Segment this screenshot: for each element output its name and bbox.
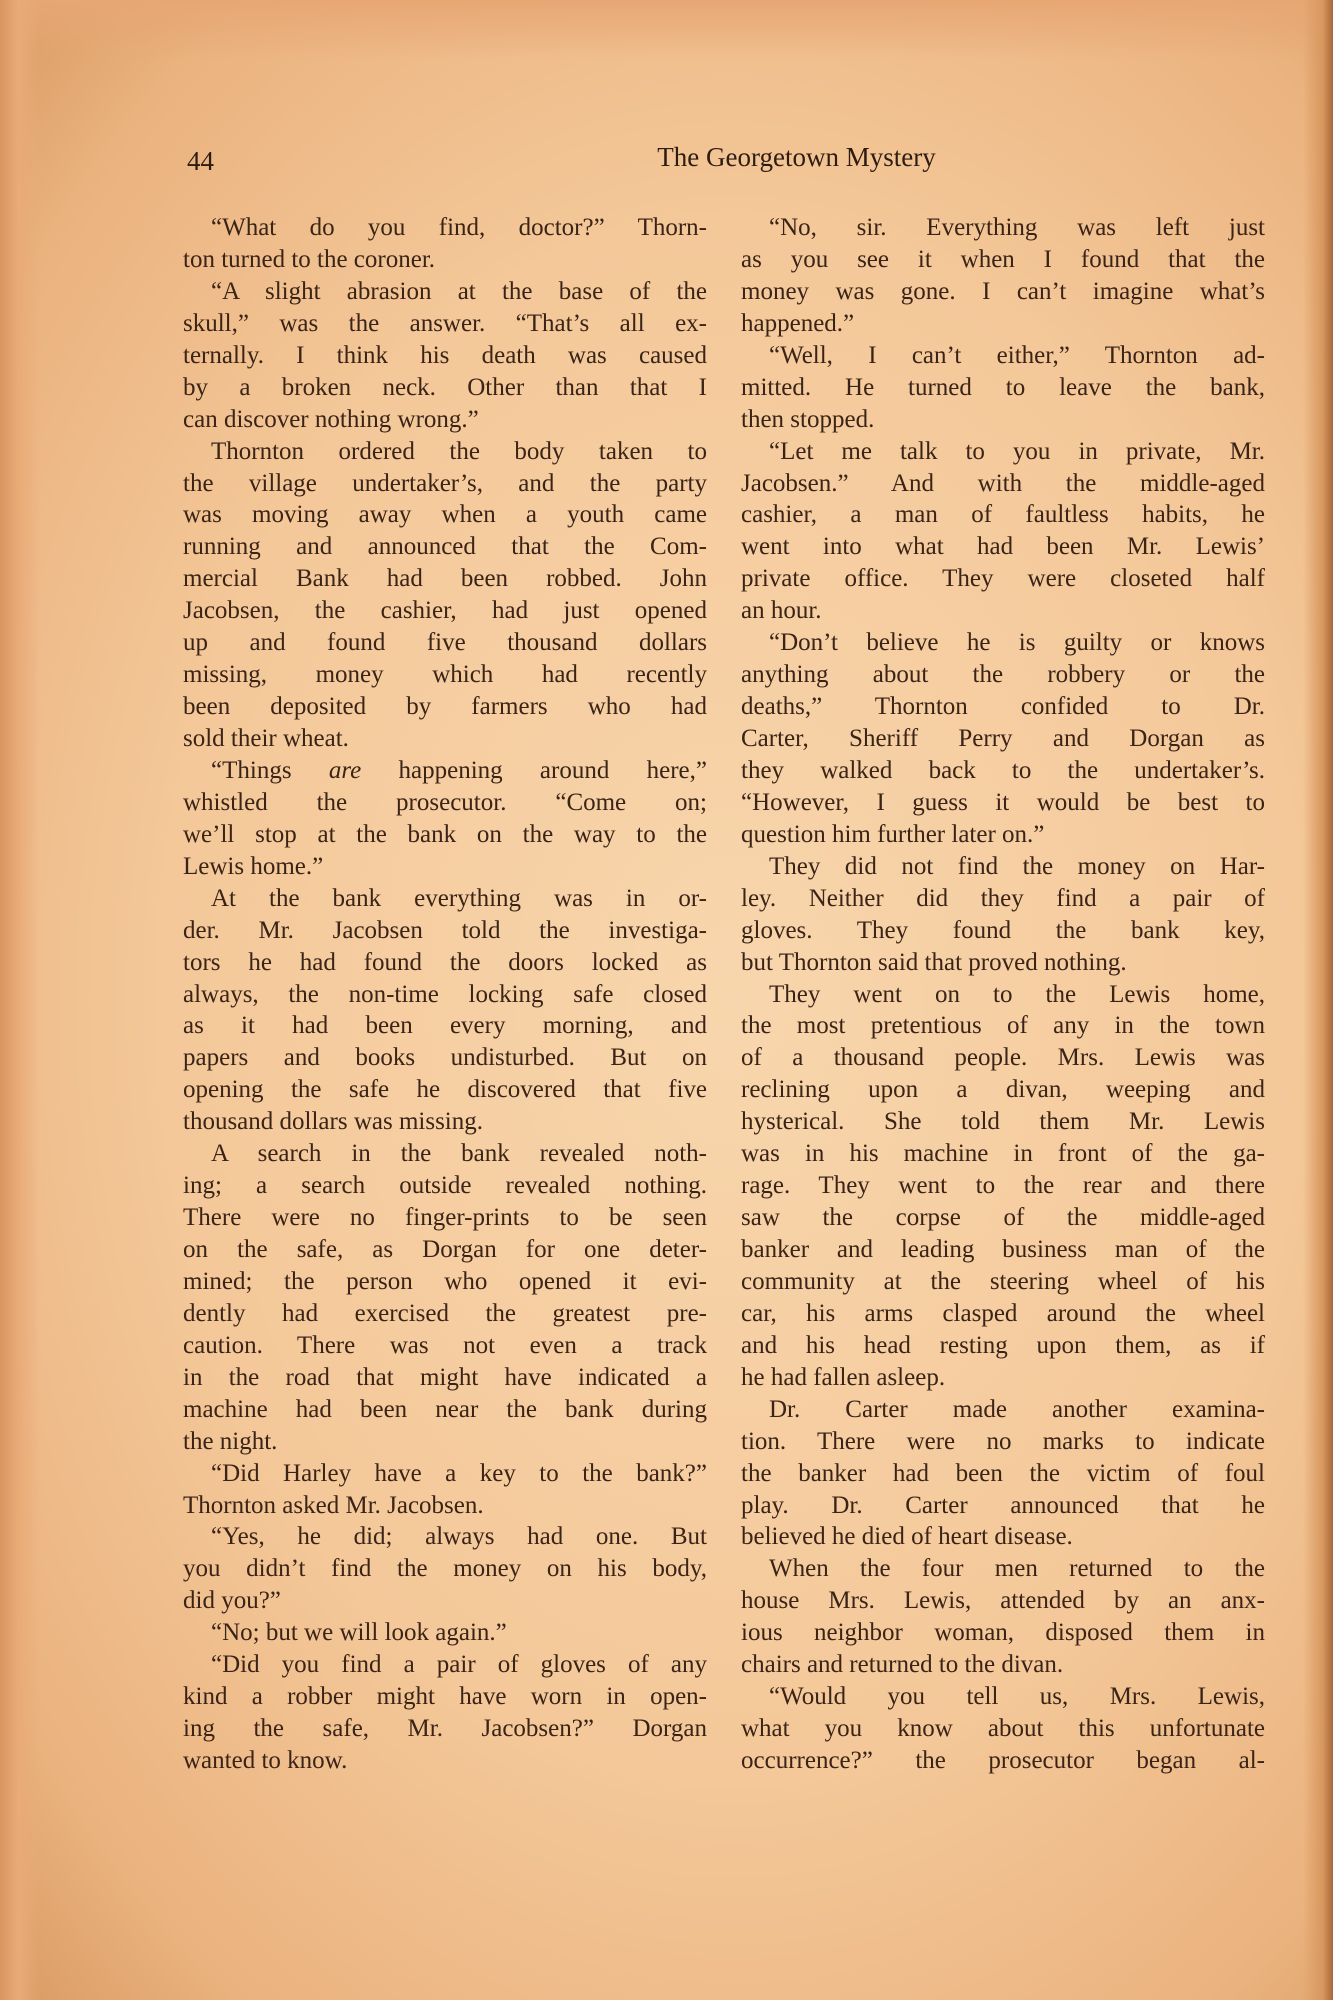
text-line: “What do you find, doctor?” Thorn- <box>211 214 707 241</box>
text-line: They went on to the Lewis home, <box>769 980 1265 1008</box>
text-line: what you know about this unfortunate <box>741 1715 1265 1743</box>
text-line: “Don’t believe he is guilty or knows <box>769 629 1265 657</box>
text-run: happening around here,” <box>361 756 707 784</box>
text-line: opening the safe he discovered that five <box>183 1076 707 1104</box>
text-line: “Yes, he did; always had one. But <box>211 1523 707 1551</box>
page-header <box>183 142 1265 182</box>
text-line: dently had exercised the greatest pre- <box>183 1299 707 1327</box>
text-line: ing the safe, Mr. Jacobsen?” Dorgan <box>183 1715 707 1743</box>
text-line: car, his arms clasped around the wheel <box>741 1299 1265 1327</box>
text-line: skull,” was the answer. “That’s all ex- <box>183 309 707 337</box>
text-line: Jacobsen.” And with the middle-aged <box>741 469 1265 497</box>
text-line: There were no finger-prints to be seen <box>183 1204 707 1232</box>
text-line: saw the corpse of the middle-aged <box>741 1204 1265 1232</box>
text-line: gloves. They found the bank key, <box>741 916 1265 944</box>
text-line: the night. <box>183 1427 278 1455</box>
text-line: running and announced that the Com- <box>183 533 707 561</box>
text-line: the banker had been the victim of foul <box>741 1459 1265 1487</box>
text-line: der. Mr. Jacobsen told the investiga- <box>183 916 707 944</box>
text-line: papers and books undisturbed. But on <box>183 1044 707 1072</box>
text-line: an hour. <box>741 597 822 625</box>
paper-right-edge <box>1303 0 1333 2000</box>
text-line: ley. Neither did they find a pair of <box>741 884 1265 912</box>
text-column-right <box>741 212 1265 1777</box>
text-line <box>183 755 707 787</box>
text-line: happened.” <box>741 309 855 337</box>
text-line: A search in the bank revealed noth- <box>211 1140 707 1168</box>
text-line: community at the steering wheel of his <box>741 1267 1265 1295</box>
text-line: anything about the robbery or the <box>741 661 1265 689</box>
text-line: banker and leading business man of the <box>741 1236 1265 1263</box>
text-line: cashier, a man of faultless habits, he <box>741 501 1265 529</box>
text-line: Thornton ordered the body taken to <box>211 437 707 465</box>
text-line: Dr. Carter made another examina- <box>769 1395 1265 1423</box>
text-line: private office. They were closeted half <box>741 565 1265 593</box>
text-line: When the four men returned to the <box>769 1555 1265 1583</box>
text-line: “However, I guess it would be best to <box>741 788 1265 816</box>
text-line: “A slight abrasion at the base of the <box>211 277 707 305</box>
text-line: tors he had found the doors locked as <box>183 948 707 976</box>
text-line: “Did you find a pair of gloves of any <box>211 1651 707 1679</box>
text-line: did you?” <box>183 1587 281 1615</box>
text-line: then stopped. <box>741 405 875 433</box>
text-line: Thornton asked Mr. Jacobsen. <box>183 1491 484 1519</box>
text-line: caution. There was not even a track <box>183 1331 707 1359</box>
text-line: went into what had been Mr. Lewis’ <box>741 533 1265 561</box>
text-line: sold their wheat. <box>183 725 349 752</box>
text-line: can discover nothing wrong.” <box>183 405 479 433</box>
text-line: the village undertaker’s, and the party <box>183 469 707 497</box>
text-line: “Well, I can’t either,” Thornton ad- <box>769 341 1265 369</box>
text-line: question him further later on.” <box>741 820 1045 848</box>
text-line: “No; but we will look again.” <box>211 1619 507 1647</box>
page-number: 44 <box>187 146 214 176</box>
text-line: ing; a search outside revealed nothing. <box>183 1172 707 1200</box>
text-line: “No, sir. Everything was left just <box>769 214 1265 241</box>
text-line: was moving away when a youth came <box>183 501 707 529</box>
text-line: you didn’t find the money on his body, <box>183 1555 707 1583</box>
text-line: money was gone. I can’t imagine what’s <box>741 277 1265 305</box>
text-line: was in his machine in front of the ga- <box>741 1140 1265 1168</box>
text-line: of a thousand people. Mrs. Lewis was <box>741 1044 1265 1072</box>
text-line: Jacobsen, the cashier, had just opened <box>183 597 707 625</box>
running-title: The Georgetown Mystery <box>657 142 936 172</box>
text-line: mitted. He turned to leave the bank, <box>741 373 1265 401</box>
text-line: deaths,” Thornton confided to Dr. <box>741 693 1265 721</box>
text-line: hysterical. She told them Mr. Lewis <box>741 1108 1265 1136</box>
text-line: machine had been near the bank during <box>183 1395 707 1423</box>
text-line: whistled the prosecutor. “Come on; <box>183 788 707 816</box>
text-run: “Things <box>211 756 329 784</box>
text-line: and his head resting upon them, as if <box>741 1331 1265 1359</box>
text-line: reclining upon a divan, weeping and <box>741 1076 1265 1104</box>
text-line: he had fallen asleep. <box>741 1363 946 1391</box>
text-line: on the safe, as Dorgan for one deter- <box>183 1236 707 1263</box>
text-line: wanted to know. <box>183 1747 348 1774</box>
text-line: by a broken neck. Other than that I <box>183 373 707 401</box>
text-line: believed he died of heart disease. <box>741 1523 1073 1551</box>
text-line: the most pretentious of any in the town <box>741 1012 1265 1040</box>
text-line: house Mrs. Lewis, attended by an anx- <box>741 1587 1265 1615</box>
text-line: play. Dr. Carter announced that he <box>741 1491 1265 1519</box>
text-line: always, the non-time locking safe closed <box>183 980 707 1008</box>
text-line: as you see it when I found that the <box>741 245 1265 273</box>
text-line: occurrence?” the prosecutor began al- <box>741 1747 1265 1774</box>
text-line: ternally. I think his death was caused <box>183 341 707 369</box>
text-line: kind a robber might have worn in open- <box>183 1683 707 1711</box>
text-line: ious neighbor woman, disposed them in <box>741 1619 1265 1647</box>
text-line: mercial Bank had been robbed. John <box>183 565 707 593</box>
text-line: ton turned to the coroner. <box>183 245 436 273</box>
text-line: up and found five thousand dollars <box>183 629 707 657</box>
text-line: missing, money which had recently <box>183 661 707 689</box>
text-line: as it had been every morning, and <box>183 1012 707 1040</box>
text-column-left <box>183 212 707 1777</box>
text-line: At the bank everything was in or- <box>211 884 707 912</box>
text-line: “Would you tell us, Mrs. Lewis, <box>769 1683 1265 1711</box>
text-line: been deposited by farmers who had <box>183 693 707 721</box>
text-line: rage. They went to the rear and there <box>741 1172 1265 1200</box>
text-line: thousand dollars was missing. <box>183 1108 483 1136</box>
text-line: Lewis home.” <box>183 852 324 880</box>
paper-top-shading <box>0 0 1333 60</box>
text-line: “Let me talk to you in private, Mr. <box>769 437 1265 465</box>
text-line: “Did Harley have a key to the bank?” <box>211 1459 707 1487</box>
text-line: they walked back to the undertaker’s. <box>741 756 1265 784</box>
emphasis-text: are <box>328 756 362 784</box>
text-line: mined; the person who opened it evi- <box>183 1267 707 1295</box>
text-line: in the road that might have indicated a <box>183 1363 707 1391</box>
paper-left-edge <box>0 0 40 2000</box>
text-line: tion. There were no marks to indicate <box>741 1427 1265 1455</box>
text-line: we’ll stop at the bank on the way to the <box>183 820 707 848</box>
text-line: chairs and returned to the divan. <box>741 1651 1064 1679</box>
text-line: Carter, Sheriff Perry and Dorgan as <box>741 725 1265 752</box>
text-line: They did not find the money on Har- <box>769 852 1265 880</box>
text-line: but Thornton said that proved nothing. <box>741 948 1127 976</box>
